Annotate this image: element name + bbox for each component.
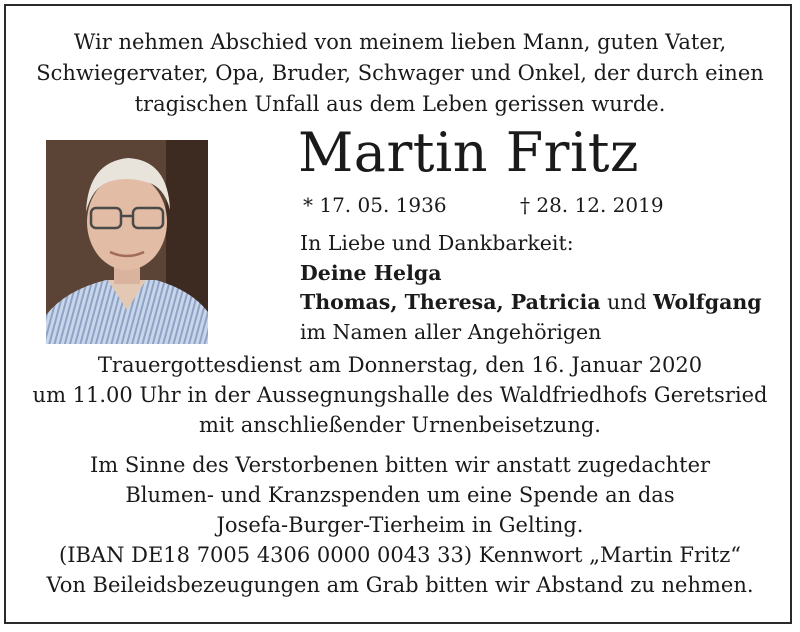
intro-line: tragischen Unfall aus dem Leben gerissen wurde. xyxy=(134,92,666,116)
intro-line: Schwiegervater, Opa, Bruder, Schwager und Onkel, der durch einen xyxy=(36,61,764,85)
family-line: im Namen aller Angehörigen xyxy=(300,319,602,344)
donation-line: (IBAN DE18 7005 4306 0000 0043 33) Kennwort „Martin Fritz“ xyxy=(59,543,741,567)
closing-text: Von Beileidsbezeugungen am Grab bitten wir Abstand zu nehmen. xyxy=(46,573,754,597)
family-signature xyxy=(300,229,780,347)
service-line: Trauergottesdienst am Donnerstag, den 16. Januar 2020 xyxy=(97,353,703,377)
family-line-children xyxy=(300,288,780,318)
children-names: Thomas, Theresa, Patricia xyxy=(300,290,601,314)
children-last-name: Wolfgang xyxy=(653,290,762,314)
portrait-photo xyxy=(46,140,208,344)
donation-line: Im Sinne des Verstorbenen bitten wir anstatt zugedachter xyxy=(89,453,711,477)
family-line: In Liebe und Dankbarkeit: xyxy=(300,231,574,255)
death-date: † 28. 12. 2019 xyxy=(520,193,664,217)
intro-line: Wir nehmen Abschied von meinem lieben Mann, guten Vater, xyxy=(73,30,727,54)
service-line: mit anschließender Urnenbeisetzung. xyxy=(199,413,601,437)
portrait-illustration xyxy=(46,140,208,344)
service-line: um 11.00 Uhr in der Aussegnungshalle des Waldfriedhofs Geretsried xyxy=(32,383,768,407)
service-info xyxy=(20,350,780,440)
birth-date: * 17. 05. 1936 xyxy=(303,193,447,217)
donation-line: Josefa-Burger-Tierheim in Gelting. xyxy=(216,513,584,537)
donation-info xyxy=(20,450,780,570)
life-dates xyxy=(303,192,664,218)
deceased-name: Martin Fritz xyxy=(298,121,639,184)
children-conjunction: und xyxy=(607,290,647,314)
donation-line: Blumen- und Kranzspenden um eine Spende an das xyxy=(125,483,675,507)
intro-text xyxy=(20,27,780,120)
family-line-spouse: Deine Helga xyxy=(300,260,442,285)
